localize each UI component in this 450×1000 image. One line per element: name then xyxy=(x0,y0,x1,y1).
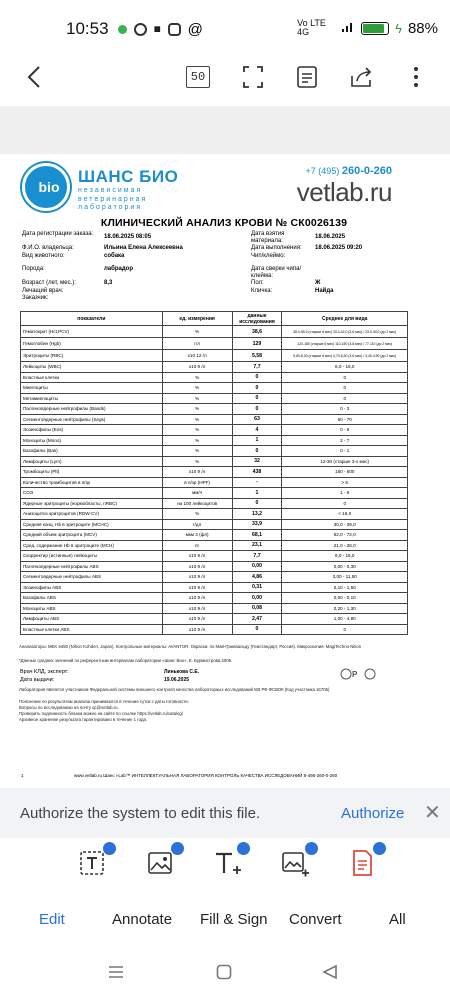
table-row xyxy=(21,498,408,509)
certification-stamp-icon xyxy=(340,667,376,679)
results-body xyxy=(21,326,408,635)
share-icon xyxy=(350,66,374,88)
row-reference: 1,00 - 4,80 xyxy=(282,614,408,625)
row-reference: 1 - 6 xyxy=(282,488,408,499)
row-unit: % xyxy=(162,372,232,383)
table-row xyxy=(21,393,408,404)
table-row xyxy=(21,540,408,551)
row-unit: % xyxy=(162,404,232,415)
row-reference: 160 - 500 xyxy=(282,467,408,478)
add-text-tool[interactable] xyxy=(212,848,248,884)
table-header xyxy=(21,312,408,326)
row-reference: 0 xyxy=(282,393,408,404)
row-unit: x10 9 /л xyxy=(162,362,232,373)
row-reference: 0,20 - 1,30 xyxy=(282,603,408,614)
table-row xyxy=(21,425,408,436)
status-time: 10:53 xyxy=(66,19,109,38)
row-reference: 5,60-8,00 (старше 6 мес) 4,70-6,30 (3-6 мес) / 3,40-4,90 (до 2 мес) xyxy=(282,350,408,362)
home-button[interactable] xyxy=(216,964,232,985)
row-result: 0 xyxy=(232,498,282,509)
document-list-icon xyxy=(297,66,317,88)
row-unit: % xyxy=(162,425,232,436)
row-unit: % xyxy=(162,414,232,425)
row-result: 0,08 xyxy=(232,603,282,614)
edit-tools-row xyxy=(0,838,450,898)
table-row xyxy=(21,362,408,373)
row-indicator: Моноциты (Mono) xyxy=(21,435,163,446)
row-result: 68,1 xyxy=(232,530,282,541)
row-result: 4,86 xyxy=(232,572,282,583)
analyzer-note: Анализаторы: MEK 6450 (Nihon Kohden, Japan). Контрольные материалы: AVANTOR. Окраска: по Май-Грюнвальду (Гемстандарт, Россия). Микроскопия: MagiTechno Nikon xyxy=(19,644,362,649)
row-indicator: Лимфоциты ABS xyxy=(21,614,163,625)
tab-annotate[interactable]: Annotate xyxy=(112,911,173,928)
battery-percent: 88% xyxy=(407,19,438,37)
brand-subtitle: независимая ветеринарная лаборатория xyxy=(78,187,148,211)
row-reference: 30,0 - 39,0 xyxy=(282,519,408,530)
row-unit: мм/ч xyxy=(162,488,232,499)
table-row xyxy=(21,519,408,530)
row-reference: 0 xyxy=(282,372,408,383)
row-indicator: СОЭ xyxy=(21,488,163,499)
notification-icons xyxy=(118,21,203,38)
results-table xyxy=(20,311,408,635)
table-row xyxy=(21,372,408,383)
row-unit: x10 9 /л xyxy=(162,561,232,572)
at-icon: @ xyxy=(187,21,203,38)
reference-note: *Данные средних значений по референтным интервалам лаборатории «Шанс Био», Е. Бурмистрова,2009. xyxy=(19,658,233,663)
row-indicator: Гематокрит (Hct,PCV) xyxy=(21,326,163,338)
table-row xyxy=(21,477,408,488)
row-unit: г/л xyxy=(162,338,232,350)
tab-edit[interactable]: Edit xyxy=(39,911,65,928)
top-toolbar xyxy=(0,58,450,98)
row-indicator: Ядерные эритроциты (нормобласты, nRBC) xyxy=(21,498,163,509)
row-indicator: Сред. содержание Hb в эритроците (MCH) xyxy=(21,540,163,551)
row-result: 0 xyxy=(232,404,282,415)
green-app-icon xyxy=(118,25,127,34)
row-reference: 6,0 - 16,0 xyxy=(282,362,408,373)
back-icon xyxy=(27,65,41,89)
authenticity-note: Проверить подлинность бланка можно на сайте по ссылке https://vetlab.ru/catalog/ xyxy=(19,711,183,716)
premium-badge-icon xyxy=(373,842,386,855)
edit-image-tool[interactable] xyxy=(146,848,182,884)
row-unit: % xyxy=(162,383,232,394)
premium-badge-icon xyxy=(305,842,318,855)
tab-convert[interactable]: Convert xyxy=(289,911,342,928)
row-indicator: Базофилы (Bas) xyxy=(21,446,163,457)
explanation-note: Пояснение по результатам анализа принимаются в течение суток с даты готовности. xyxy=(19,699,189,704)
row-result: 33,9 xyxy=(232,519,282,530)
row-result: 0 xyxy=(232,624,282,635)
row-unit: x10 9 /л xyxy=(162,614,232,625)
row-reference: 38,0-55,0 (старше 6 мес) 33,0-42,0 (3-6 мес) / 23,0-34,0 (до 2 мес) xyxy=(282,326,408,338)
row-result: 2,47 xyxy=(232,614,282,625)
table-row xyxy=(21,456,408,467)
row-result: 63 xyxy=(232,414,282,425)
row-unit: % xyxy=(162,446,232,457)
lab-logo xyxy=(22,163,242,213)
row-indicator: Гемоглобин (Hgb) xyxy=(21,338,163,350)
order-info-left: Дата регистрации заказа: 18.06.2025 08:05 Ф.И.О. владельца: Ильина Елена Алексеевна Вид животного: собака Порода: лабрадор Возраст (лет, мес.): 8,3 Лечащий врач: Заказчик: xyxy=(22,231,183,301)
row-result: 5,58 xyxy=(232,350,282,362)
issue-date: 19.06.2025 xyxy=(164,677,190,683)
row-reference: 0,00 - 0,30 xyxy=(282,561,408,572)
row-reference: 62,0 - 72,0 xyxy=(282,530,408,541)
menu-lines-icon xyxy=(108,964,124,980)
page-count: 50 xyxy=(186,66,210,88)
row-reference: 0,00 - 0,10 xyxy=(282,593,408,604)
row-result: 0 xyxy=(232,383,282,394)
fullscreen-icon xyxy=(243,66,263,88)
page-count-button[interactable] xyxy=(185,61,211,93)
store-icon: ▦ xyxy=(154,26,161,33)
row-indicator: Метамиелоциты xyxy=(21,393,163,404)
row-unit: x10 9 /л xyxy=(162,624,232,635)
table-row xyxy=(21,467,408,478)
triangle-back-icon xyxy=(322,964,338,980)
app-icon xyxy=(134,23,147,36)
table-row xyxy=(21,530,408,541)
authorize-message: Authorize the system to edit this file. xyxy=(20,805,261,822)
row-unit: % xyxy=(162,435,232,446)
row-result: 0 xyxy=(232,446,282,457)
status-bar xyxy=(0,0,450,58)
table-row xyxy=(21,435,408,446)
authorize-button[interactable]: Authorize xyxy=(341,805,405,822)
archive-note: Архивное хранение результата гарантировано в течение 1 года. xyxy=(19,717,148,722)
chat-icon xyxy=(168,23,181,36)
page-footer: www.vetlab.ru Шанс i-Lab™ ИНТЕЛЛЕКТУАЛЬНАЯ ЛАБОРАТОРИЯ КОНТРОЛЬ КАЧЕСТВА ИССЛЕДОВАНИЙ 8-495-260-0-260 xyxy=(74,773,338,778)
network-label: Vo LTE 4G xyxy=(297,18,326,37)
fsvok-note: Лаборатория является участником Федеральной системы внешнего контроля качества лабораторных исследований МЗ РФ ФСВОК (Код участника 16705) xyxy=(19,687,330,692)
page-number: 1 xyxy=(21,773,24,778)
row-indicator: Эритроциты (RBC) xyxy=(21,350,163,362)
fullscreen-button[interactable] xyxy=(240,61,266,93)
more-menu-button[interactable] xyxy=(408,61,424,93)
tab-all[interactable]: All xyxy=(389,911,406,928)
premium-badge-icon xyxy=(103,842,116,855)
issue-label: Дата выдачи: xyxy=(20,677,55,683)
table-row xyxy=(21,404,408,415)
row-result: 7,7 xyxy=(232,551,282,562)
row-unit: % xyxy=(162,326,232,338)
row-reference: 0 - 3 xyxy=(282,404,408,415)
row-unit: г/дл xyxy=(162,519,232,530)
document-top-margin xyxy=(0,106,450,154)
ocr-tool[interactable] xyxy=(348,848,384,884)
row-result: 23,1 xyxy=(232,540,282,551)
row-indicator: Эозинофилы (Eos) xyxy=(21,425,163,436)
row-indicator: Анизоцитоз эритроцитов (RDW-CV) xyxy=(21,509,163,520)
row-unit: x10 9 /л xyxy=(162,467,232,478)
table-row xyxy=(21,350,408,362)
system-back-button[interactable] xyxy=(322,964,338,985)
charging-icon: ϟ xyxy=(395,20,402,36)
row-unit: x10 9 /л xyxy=(162,593,232,604)
table-row xyxy=(21,582,408,593)
row-reference: 0 xyxy=(282,624,408,635)
back-button[interactable] xyxy=(22,61,46,93)
header-unit: ед. измерения xyxy=(162,312,232,326)
row-reference: 2 - 7 xyxy=(282,435,408,446)
status-right xyxy=(297,19,438,37)
row-result: 7,7 xyxy=(232,362,282,373)
svg-text:P: P xyxy=(352,670,358,679)
table-row xyxy=(21,551,408,562)
table-row xyxy=(21,624,408,635)
row-indicator: Сегментоядерные нейтрофилы ABS xyxy=(21,572,163,583)
row-unit: x10 12 /л xyxy=(162,350,232,362)
row-indicator: Моноциты ABS xyxy=(21,603,163,614)
row-indicator: Палочкоядерные нейтрофилы (Bands) xyxy=(21,404,163,415)
row-reference: 0 - 5 xyxy=(282,425,408,436)
row-result: 0 xyxy=(232,393,282,404)
row-result: 1 xyxy=(232,488,282,499)
share-button[interactable] xyxy=(348,61,376,93)
row-reference: > 5 xyxy=(282,477,408,488)
row-unit: % xyxy=(162,509,232,520)
row-indicator: Лейкоциты (WBC) xyxy=(21,362,163,373)
row-indicator: Лимфоциты (Lym) xyxy=(21,456,163,467)
row-unit: x10 9 /л xyxy=(162,582,232,593)
row-result: 0,00 xyxy=(232,593,282,604)
row-reference: 120-180 (старше 6 мес) 110-150 (3-6 мес) / 77-110 (до 2 мес) xyxy=(282,338,408,350)
table-row xyxy=(21,338,408,350)
row-reference: 3,00 - 11,50 xyxy=(282,572,408,583)
table-row xyxy=(21,446,408,457)
row-unit: x10 9 /л xyxy=(162,572,232,583)
row-result: 38,6 xyxy=(232,326,282,338)
doctor-name: Линькова С.Е. xyxy=(164,669,200,675)
row-indicator: Бластные клетки ABS xyxy=(21,624,163,635)
row-result: 0,00 xyxy=(232,561,282,572)
row-reference: 0,10 - 1,50 xyxy=(282,582,408,593)
table-row xyxy=(21,509,408,520)
doctor-label: Врач КЛД, эксперт: xyxy=(20,669,69,675)
table-row xyxy=(21,414,408,425)
row-indicator: Палочкоядерные нейтрофилы ABS xyxy=(21,561,163,572)
row-indicator: Средний объем эритроцита (MCV) xyxy=(21,530,163,541)
reader-mode-button[interactable] xyxy=(294,61,320,93)
bottom-tabs xyxy=(0,898,450,942)
row-indicator: Количество тромбоцитов в п/зр xyxy=(21,477,163,488)
table-row xyxy=(21,614,408,625)
row-indicator: Сегментоядерные нейтрофилы (Segs) xyxy=(21,414,163,425)
home-square-icon xyxy=(216,964,232,980)
row-reference: 0 - 1 xyxy=(282,446,408,457)
system-nav-bar xyxy=(0,950,450,1000)
recent-apps-button[interactable] xyxy=(108,964,124,985)
signal-icon xyxy=(341,20,355,37)
row-reference: 12-30 (старше 3-х мес) xyxy=(282,456,408,467)
row-result: 0 xyxy=(232,372,282,383)
edit-text-tool[interactable] xyxy=(78,848,114,884)
row-result: 32 xyxy=(232,456,282,467)
row-unit: % xyxy=(162,456,232,467)
row-reference: 0 xyxy=(282,498,408,509)
lab-website: vetlab.ru xyxy=(296,177,392,207)
row-reference: 21,0 - 26,0 xyxy=(282,540,408,551)
table-row xyxy=(21,488,408,499)
table-row xyxy=(21,561,408,572)
row-result: 4 xyxy=(232,425,282,436)
order-info-right: Дата взятия материала: 18.06.2025 Дата выполнения: 18.06.2025 09:20 Чип/клеймо: Дата сверки чипа/клейма: Пол: Ж Кличка: Найда xyxy=(251,231,363,294)
row-reference: 0 xyxy=(282,383,408,394)
table-row xyxy=(21,572,408,583)
row-unit: на 100 лейкоцитов xyxy=(162,498,232,509)
table-row xyxy=(21,593,408,604)
premium-badge-icon xyxy=(237,842,250,855)
table-row xyxy=(21,326,408,338)
row-reference: < 16,0 xyxy=(282,509,408,520)
add-image-tool[interactable] xyxy=(280,848,316,884)
row-result: 438 xyxy=(232,467,282,478)
lab-phone: +7 (495) 260-0-260 xyxy=(305,165,392,177)
row-reference: 6,0 - 16,0 xyxy=(282,551,408,562)
tab-fill-sign[interactable]: Fill & Sign xyxy=(200,911,268,928)
premium-badge-icon xyxy=(171,842,184,855)
row-result: - xyxy=(232,477,282,488)
row-indicator: Бластные клетки xyxy=(21,372,163,383)
more-vertical-icon xyxy=(414,66,418,88)
table-row xyxy=(21,603,408,614)
row-indicator: Миелоциты xyxy=(21,383,163,394)
row-indicator: Эозинофилы ABS xyxy=(21,582,163,593)
row-unit: в п/зр (HPF) xyxy=(162,477,232,488)
header-indicator: показатели xyxy=(21,312,163,326)
header-result: данные исследования xyxy=(232,312,282,326)
row-result: 1 xyxy=(232,435,282,446)
brand-name: ШАНС БИО xyxy=(78,167,179,186)
row-indicator: Базофилы ABS xyxy=(21,593,163,604)
questions-note: Вопросы по исследованию на почту qc@vetlab.ru. xyxy=(19,705,119,710)
row-unit: мкм 3 (фл) xyxy=(162,530,232,541)
close-icon: ✕ xyxy=(424,802,441,824)
row-unit: x10 9 /л xyxy=(162,551,232,562)
row-result: 129 xyxy=(232,338,282,350)
close-banner-button[interactable] xyxy=(424,800,441,825)
row-indicator: Тромбоциты (Plt) xyxy=(21,467,163,478)
row-unit: % xyxy=(162,393,232,404)
battery-icon xyxy=(361,22,389,35)
row-result: 0,31 xyxy=(232,582,282,593)
table-row xyxy=(21,383,408,394)
row-indicator: Средняя конц. Hb в эритроците (MCHC) xyxy=(21,519,163,530)
row-indicator: Скорректир (истинные) лейкоциты xyxy=(21,551,163,562)
analysis-title: КЛИНИЧЕСКИЙ АНАЛИЗ КРОВИ № СК0026139 xyxy=(100,217,348,229)
bio-logo-icon: bio xyxy=(22,163,70,211)
row-result: 13,2 xyxy=(232,509,282,520)
row-unit: пг xyxy=(162,540,232,551)
row-reference: 60 - 70 xyxy=(282,414,408,425)
row-unit: x10 9 /л xyxy=(162,603,232,614)
document-page[interactable] xyxy=(14,155,434,785)
authorize-banner xyxy=(0,788,450,838)
header-reference: Среднее для вида xyxy=(282,312,408,326)
